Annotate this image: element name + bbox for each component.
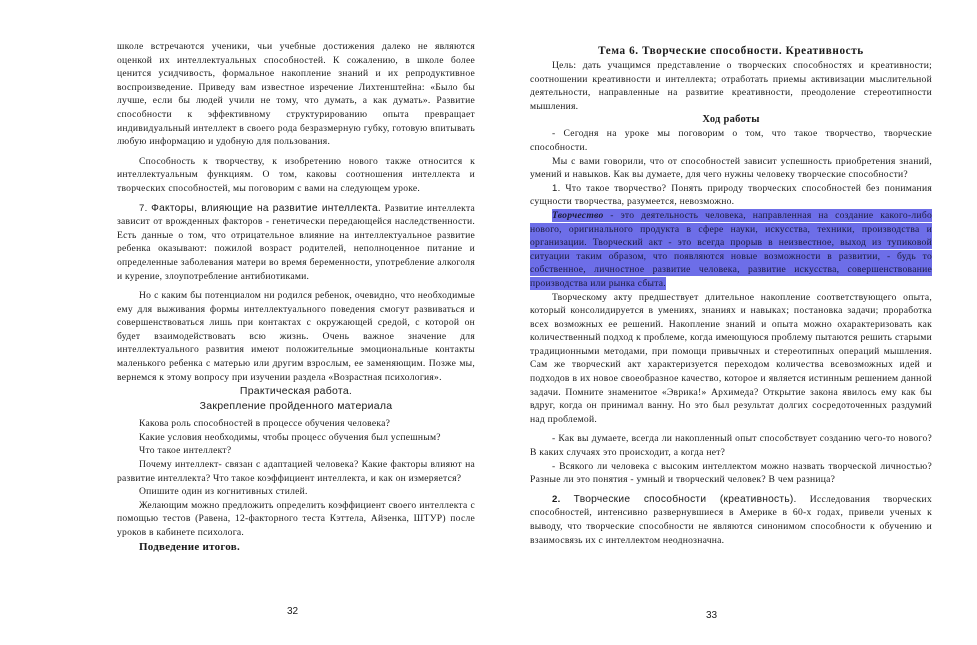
list-item: Какие условия необходимы, чтобы процесс обучения был успешным? xyxy=(139,431,441,443)
list-item: Что такое интеллект? xyxy=(139,445,232,457)
consolidation-title: Закрепление пройденного материала xyxy=(199,400,393,413)
left-page xyxy=(0,0,488,645)
page-number-right: 33 xyxy=(706,610,718,621)
page-number-left: 32 xyxy=(287,606,299,617)
intro-paragraph: школе встречаются ученики, чьи учебные достижения далеко не являются оценкой их интеллектуальных способностей. К сожалению, в школе более ценится усидчивость, формальное накопление знаний и их репродуктивное воспроизведение. Приведу вам известное изречение Лихтенштейна: «Было бы лучше, если бы людей учили не тому, что думать, а как думать». Развитие способности к эффективному структурированию опыта превращает индивидуальный интеллект в своего рода безразмерную губку, готовую впитывать любую информацию и удобную для пользования. xyxy=(117,41,475,148)
list-item: Почему интеллект- связан с адаптацией человека? Какие факторы влияют на развитие интеллекта? Что такое коэффициент интеллекта, и как он измеряется? xyxy=(117,459,475,484)
intro-paragraph-1: - Сегодня на уроке мы поговорим о том, что такое творчество, творческие способности. xyxy=(530,128,932,153)
question-a-paragraph: - Как вы думаете, всегда ли накопленный опыт способствует созданию чего-то нового? В каких случаях это происходит, а когда нет? xyxy=(530,433,932,459)
list-item: Какова роль способностей в процессе обучения человека? xyxy=(139,418,391,430)
intro-paragraph-2: Мы с вами говорили, что от способностей зависит успешность приобретения знаний, умений и навыков. Как вы думаете, для чего нужны человеку творческие способности? xyxy=(530,155,932,181)
practical-title: Практическая работа. xyxy=(239,385,353,398)
right-text-column xyxy=(530,44,932,547)
creative-act-paragraph: Творческому акту предшествует длительное накопление соответствующего опыта, который консолидируется в умениях, знаниях и навыках; постановка задачи; проработка всех возможных ее решений. Накопление знаний и опыта можно охарактеризовать как количественный подход к проблеме, когда имеющуюся проблему пытаются решить старыми традиционными методами, при помощи привычных и стереотипных операций мышления. Сам же творческий акт характеризуется переходом количества всевозможных идей и подходов в их новое своеобразное качество, которое и является истинным решением данной задачи. Помните знаменитое «Эврика!» Архимеда? Открытие закона явилось ему как бы вдруг, когда он принимал ванну. Но это был результат долгих сосредоточенных раздумий над проблемой. xyxy=(530,291,932,425)
definition-term: Творчество xyxy=(552,209,604,221)
definition-text: - это деятельность человека, направленная на создание какого-либо нового, оригинального продукта в сфере науки, искусства, техники, производства и организации. Творческий акт - это всегда прорыв в неизвестное, выход из тупиковой ситуации таким образом, что появляются новые возможности в развитии, - будь то собственное, личностное развитие человека, развитие искусства, совершенствование производства или рынка сбыта. xyxy=(530,209,932,289)
question-2-number: 2. xyxy=(552,493,561,505)
question-1-paragraph xyxy=(530,182,932,209)
list-item: Желающим можно предложить определить коэффициент своего интеллекта с помощью тестов (Равена, 12-факторного теста Кэттела, Айзенка, ШТУР) после уроков в кабинете психолога. xyxy=(117,499,475,538)
lesson-title: Ход работы xyxy=(702,114,760,126)
question-1-text: Что такое творчество? Понять природу творческих способностей без понимания сущности творчества, разумеется, невозможно. xyxy=(530,182,932,208)
factors-paragraph xyxy=(117,202,475,284)
topic-title: Тема 6. Творческие способности. Креативность xyxy=(598,45,864,57)
left-text-column xyxy=(117,40,475,555)
summary-title: Подведение итогов. xyxy=(139,540,240,553)
question-2-text: Исследования творческих способностей, интенсивно развернувшиеся в Америке в 60-х годах, привели ученых к выводу, что творческие способности не являются синонимом способности к обучению и взаимосвязь их с интеллектом неоднозначна. xyxy=(530,493,932,546)
right-page xyxy=(488,0,977,645)
definition-paragraph xyxy=(530,209,932,291)
factors-number: 7. xyxy=(139,202,148,214)
highlighted-selection[interactable] xyxy=(530,209,932,290)
question-2-heading: Творческие способности (креативность). xyxy=(573,493,797,505)
question-1-number: 1. xyxy=(552,182,561,194)
creativity-paragraph: Способность к творчеству, к изобретению нового также относится к интеллектуальным функциям. О том, каковы соотношения интеллекта и творческих способностей, мы поговорим с вами на следующем уроке. xyxy=(117,155,475,194)
questions-list xyxy=(117,417,475,539)
question-2-paragraph xyxy=(530,493,932,547)
potential-paragraph: Но с каким бы потенциалом ни родился ребенок, очевидно, что необходимые ему для выживания формы интеллектуального поведения смогут развиваться и совершенствоваться лишь при контактах с окружающей средой, с которой он будет взаимодействовать всю жизнь. Очень важное значение для интеллектуального развития имеют положительные эмоциональные контакты маленького ребенка с матерью или другим взрослым, ее заменяющим. Позже мы, вернемся к этому вопросу при изучении раздела «Возрастная психология». xyxy=(117,290,475,383)
question-b-paragraph: - Всякого ли человека с высоким интеллектом можно назвать творческой личностью? Разные ли это понятия - умный и творческий человек? В чем разница? xyxy=(530,460,932,486)
factors-text: Развитие интеллекта зависит от врожденных факторов - генетически передающейся наследственности. Есть данные о том, что отрицательное влияние на интеллектуальное развитие ребенка оказывают: пожилой возраст родителей, неполноценное питание и определенные заболевания матери во время беременности, употребление алкоголя и курение, злоупотребление антибиотиками. xyxy=(117,202,476,282)
list-item: Опишите один из когнитивных стилей. xyxy=(139,486,308,498)
goal-paragraph: Цель: дать учащимся представление о творческих способностях и креативности; соотношении креативности и интеллекта; отработать приемы активизации мыслительной деятельности, направленные на развитие креативности, преодоление стереотипности мышления. xyxy=(530,60,932,112)
factors-heading: Факторы, влияющие на развитие интеллекта. xyxy=(151,202,381,214)
